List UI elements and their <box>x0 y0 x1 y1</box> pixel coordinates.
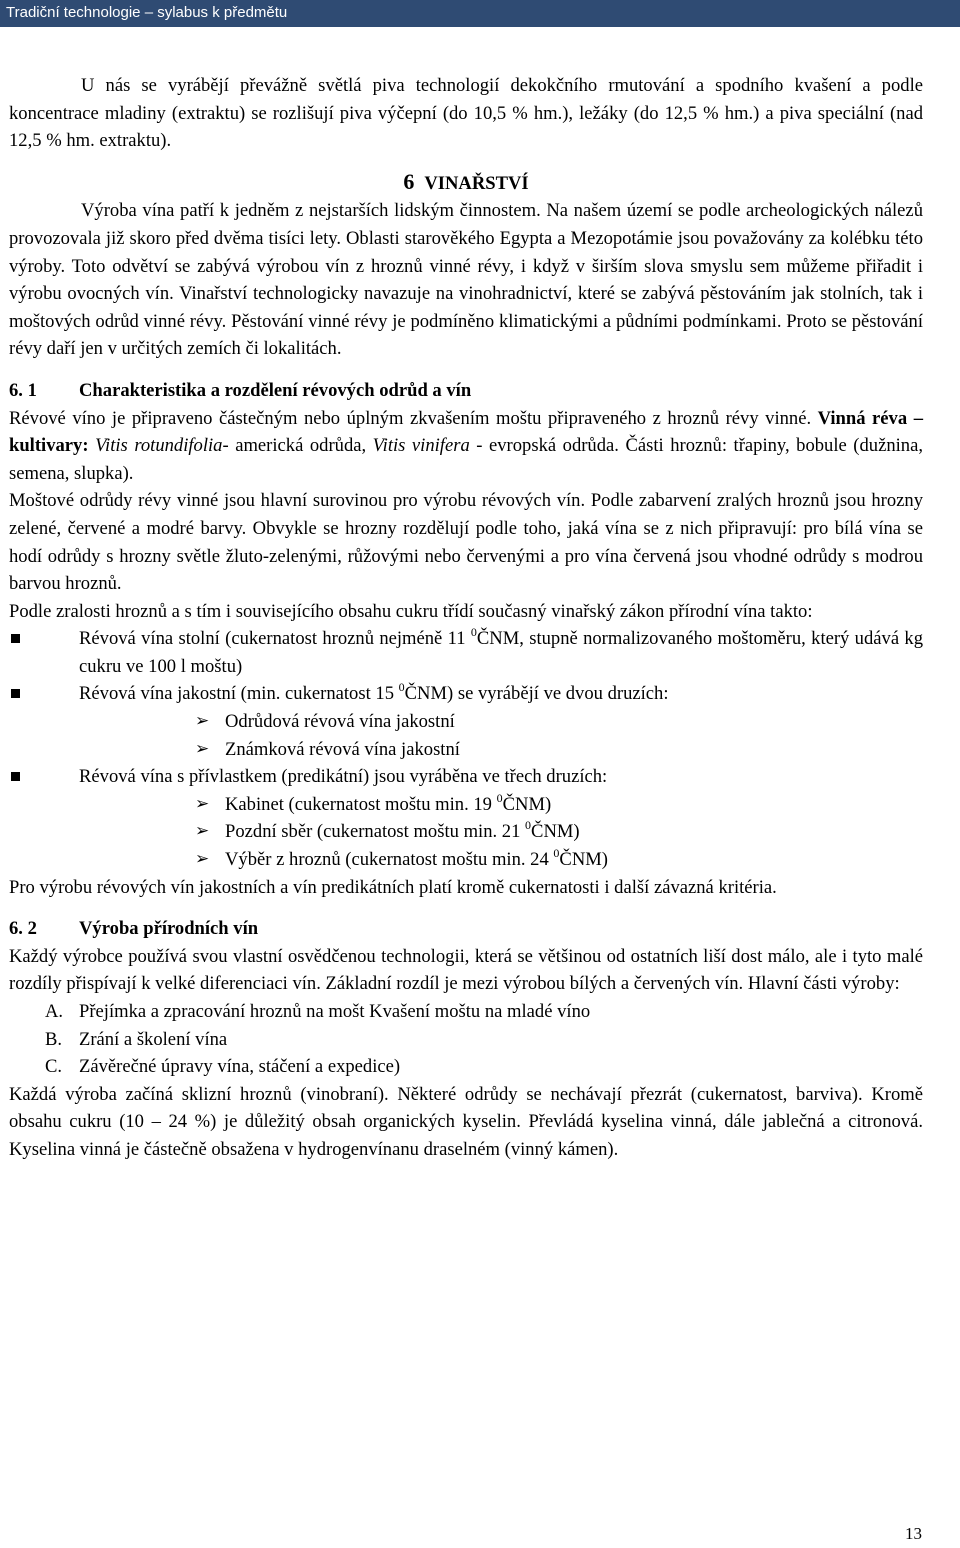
arrow-bullet-icon: ➢ <box>195 711 210 732</box>
page-number: 13 <box>905 1524 922 1543</box>
section-6-1-heading <box>9 377 923 405</box>
list-item: ➢ Pozdní sběr (cukernatost moštu min. 21 $^0$ČNM) <box>9 818 923 846</box>
section-6-paragraph: Výroba vína patří k jedněm z nejstarších lidským činnostem. Na našem území se podle archeologických nálezů provozovala již skoro před dvěma tisíci lety. Oblasti starověkého Egypta a Mezopotámie jsou považovány za kolébku této výroby. Toto odvětví se zabývá výrobou vín z hroznů vinné révy, i když v širším slova smyslu sem můžeme přiřadit i výrobu ovocných vín. Vinařství technologicky navazuje na vinohradnictví, které se zabývá pěstováním jak stolních, tak i moštových odrůd vinné révy. Pěstování vinné révy je podmíněno klimatickými a půdními podmínkami. Proto se pěstování révy daří jen v určitých zemích či lokalitách. <box>9 200 923 360</box>
text-run: Révové víno je připraveno částečným nebo úplným zkvašením moštu připraveného z hroznů révy vinné. <box>9 407 818 429</box>
bold-term: – <box>907 407 923 429</box>
document-body <box>9 72 923 1164</box>
list-item: ➢ Výběr z hroznů (cukernatost moštu min. 24 $^0$ČNM) <box>9 846 923 874</box>
section-6-1-paragraph-1 <box>9 405 923 488</box>
list-item: Révová vína jakostní (min. cukernatost 15 $^0$ČNM) se vyrábějí ve dvou druzích: <box>9 680 923 708</box>
bold-term: kultivary: <box>9 435 89 457</box>
arrow-bullet-icon: ➢ <box>195 738 210 759</box>
section-6-1-paragraph-2: Moštové odrůdy révy vinné jsou hlavní surovinou pro výrobu révových vín. Podle zabarvení zralých hroznů jsou hrozny zelené, červené a modré barvy. Obvykle se hrozny rozdělují podle toho, jaká vína se z nich připravují: pro bílá vína se hodí odrůdy s hrozny světle žluto-zelenými, růžovými nebo červenými a pro vína červená jsou vhodné odrůdy s modrou barvou hroznů. <box>9 490 923 595</box>
list-item: B. Zrání a školení vína <box>45 1028 228 1050</box>
bold-term: Vinná réva <box>817 407 908 429</box>
predicate-subtypes-list <box>9 791 923 874</box>
text-run: - americká odrůda, <box>222 435 373 457</box>
page-header <box>0 0 960 27</box>
arrow-bullet-icon: ➢ <box>195 793 210 814</box>
section-number: 6. 2 <box>9 918 37 940</box>
arrow-bullet-icon: ➢ <box>195 849 210 870</box>
section-number: 6 <box>403 168 415 194</box>
intro-paragraph: U nás se vyrábějí převážně světlá piva technologií dekokčního rmutování a spodního kvašení a podle koncentrace mladiny (extraktu) se rozlišují piva výčepní (do 10,5 % hm.), ležáky (do 12,5 % hm.) a piva speciální (nad 12,5 % hm. extraktu). <box>9 75 923 152</box>
section-6-2-paragraph-1: Každý výrobce používá svou vlastní osvědčenou technologii, která se většinou od ostatních liší dost málo, ale i tyto malé rozdíly přispívají k velké diferenciaci vín. Základní rozdíl je mezi výrobou bílých a červených vín. Hlavní části výroby: <box>9 945 923 995</box>
production-steps-list <box>9 998 923 1081</box>
wine-category-list <box>9 625 923 708</box>
list-item: ➢ Odrůdová révová vína jakostní <box>9 708 923 736</box>
list-item: ➢ Známková révová vína jakostní <box>9 736 923 764</box>
list-item: ➢ Kabinet (cukernatost moštu min. 19 $^0$ČNM) <box>9 791 923 819</box>
arrow-bullet-icon: ➢ <box>195 821 210 842</box>
section-6-2-heading <box>9 915 923 943</box>
header-title: Tradiční technologie – sylabus k předmětu <box>6 4 288 21</box>
section-6-heading <box>9 168 923 198</box>
list-item: C. Závěrečné úpravy vína, stáčení a expedice) <box>45 1056 401 1078</box>
list-item: Révová vína s přívlastkem (predikátní) jsou vyráběna ve třech druzích: <box>9 763 923 791</box>
section-title: Charakteristika a rozdělení révových odrůd a vín <box>79 379 472 401</box>
section-6-1-paragraph-4: Pro výrobu révových vín jakostních a vín predikátních platí kromě cukernatosti i další závazná kritéria. <box>9 876 777 898</box>
wine-category-list-continued <box>9 763 923 791</box>
section-6-2-paragraph-2: Každá výroba začíná sklizní hroznů (vinobraní). Některé odrůdy se nechávají přezrát (cukernatost, barviva). Kromě obsahu cukru (10 – 24 %) je důležitý obsah organických kyselin. Převládá kyselina vinná, dále jablečná a citronová. Kyselina vinná je částečně obsažena v hydrogenvínanu draselném (vinný kámen). <box>9 1083 923 1160</box>
text-run: - evropská odrůda. Části hroznů: třapiny, bobule (dužnina, semena, slupka). <box>9 435 924 484</box>
section-6-1-paragraph-3: Podle zralosti hroznů a s tím i souvisejícího obsahu cukru třídí současný vinařský zákon přírodní vína takto: <box>9 600 813 622</box>
list-item: Révová vína stolní (cukernatost hroznů nejméně 11 $^0$ČNM, stupně normalizovaného moštoměru, který udává kg cukru ve 100 l moštu) <box>9 625 923 680</box>
italic-term: Vitis vinifera <box>372 435 470 457</box>
section-number: 6. 1 <box>9 379 37 401</box>
section-title: VINAŘSTVÍ <box>424 172 529 194</box>
italic-term: Vitis rotundifolia <box>88 435 223 457</box>
section-title: Výroba přírodních vín <box>79 918 259 940</box>
quality-subtypes-list <box>9 708 923 763</box>
list-item: A. Přejímka a zpracování hroznů na mošt Kvašení moštu na mladé víno <box>45 1001 591 1022</box>
